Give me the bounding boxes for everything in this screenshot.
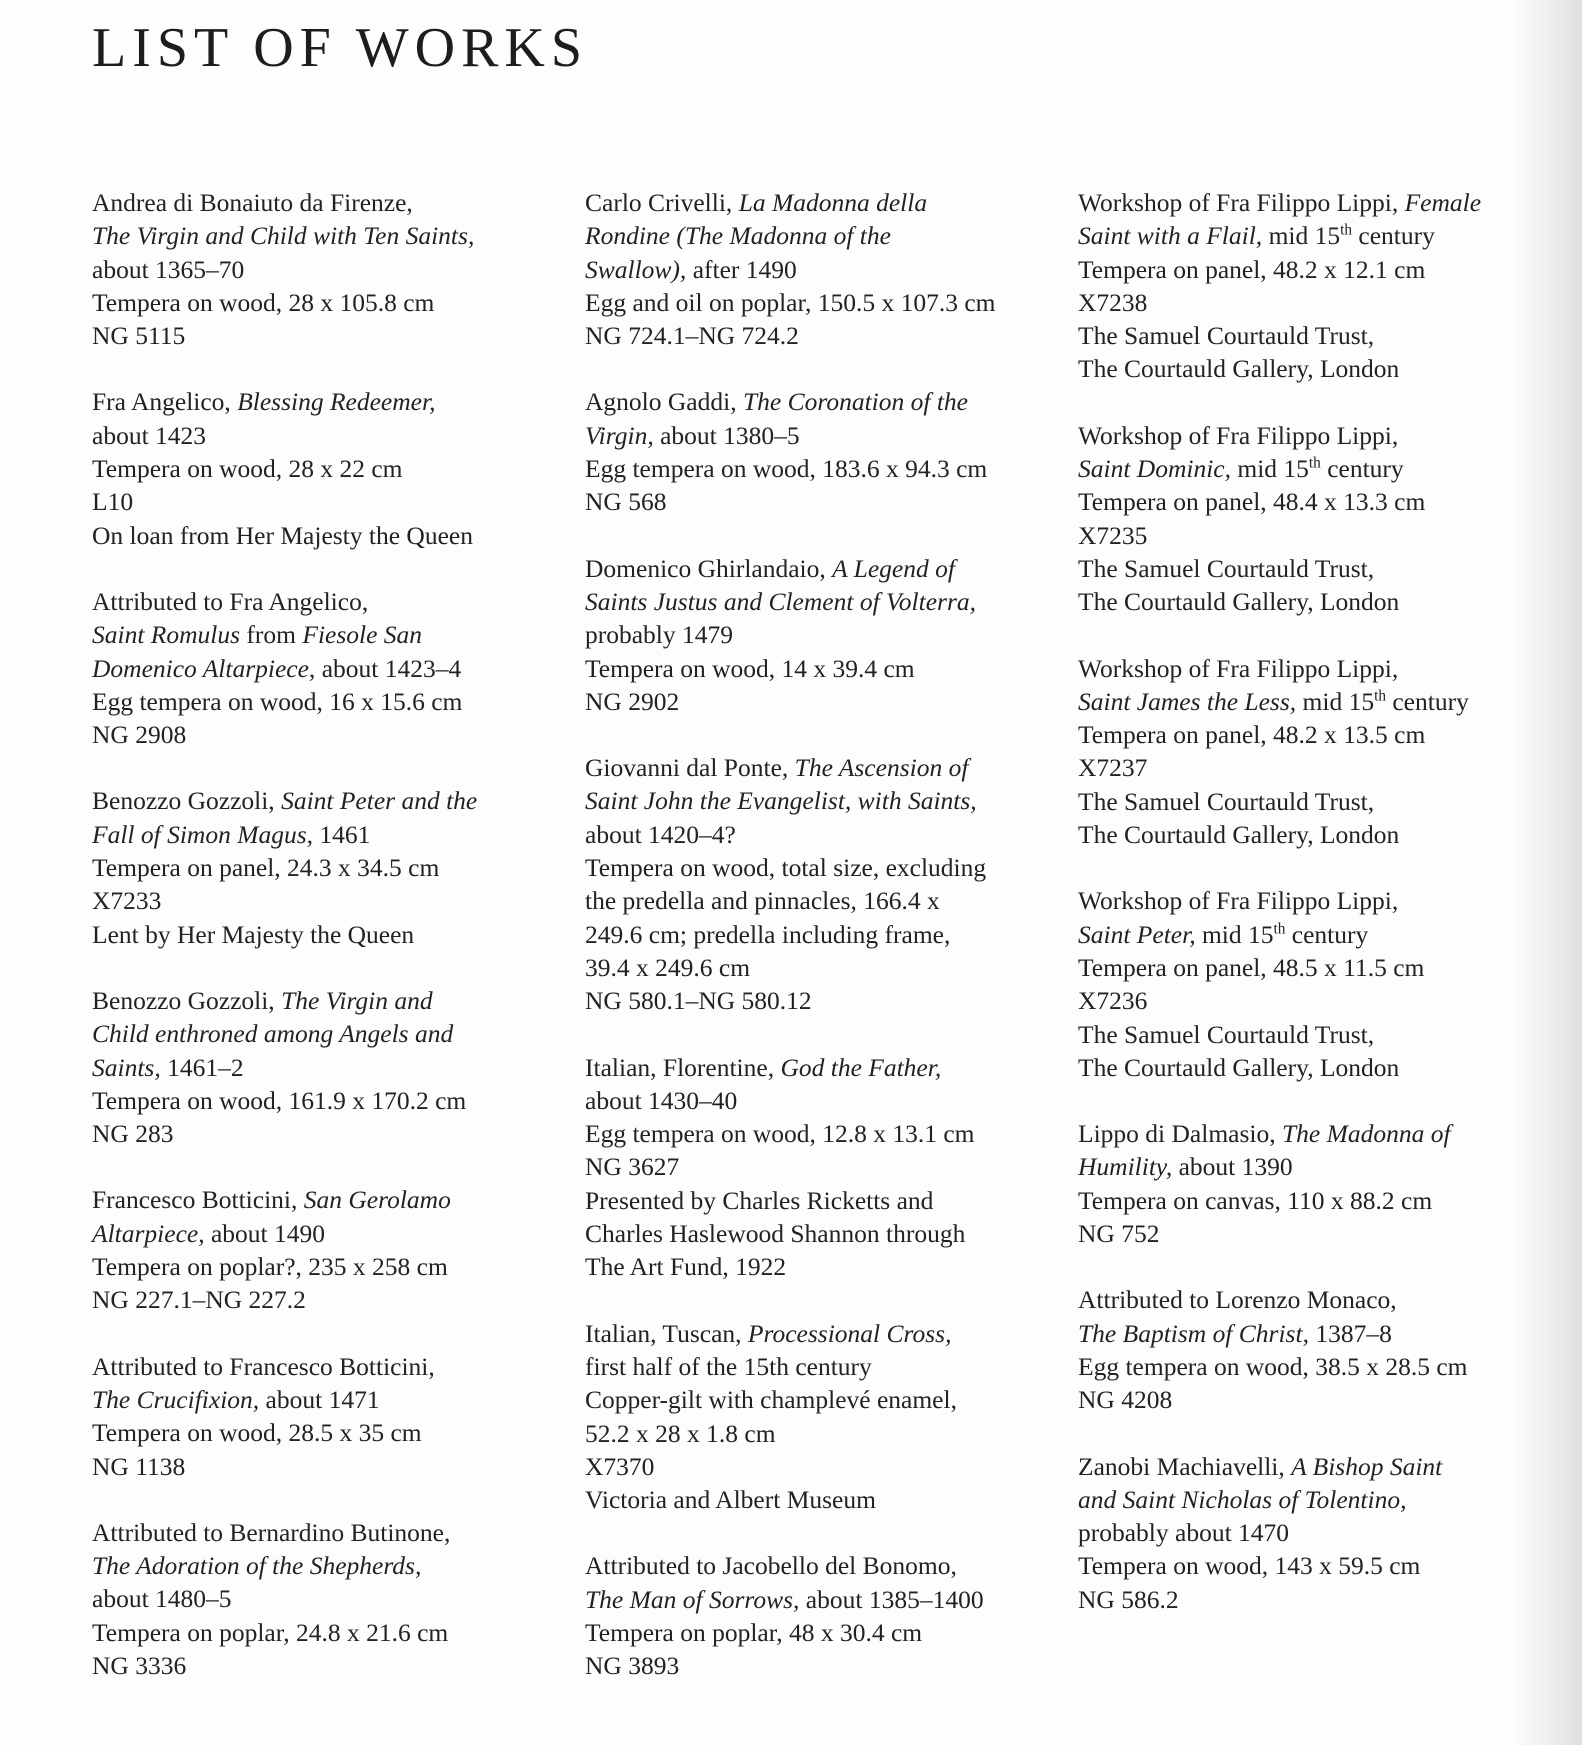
entry-text: Tempera on poplar?, 235 x 258 cm	[92, 1252, 448, 1282]
artwork-title-text: Swallow),	[585, 254, 687, 284]
entry-text: Tempera on panel, 48.2 x 12.1 cm	[1078, 254, 1426, 284]
entry-text: NG 2908	[92, 720, 187, 750]
entry-line	[1078, 751, 1518, 784]
catalogue-entry	[585, 1317, 1055, 1517]
entry-line	[585, 253, 1055, 286]
entry-line	[585, 385, 1055, 418]
entry-text: Zanobi Machiavelli,	[1078, 1451, 1292, 1481]
entry-line	[585, 319, 1055, 352]
page-title: LIST OF WORKS	[92, 17, 589, 79]
entry-text: The Samuel Courtauld Trust,	[1078, 321, 1375, 351]
entry-line	[92, 1616, 562, 1649]
entry-text: Attributed to Fra Angelico,	[92, 586, 369, 616]
catalogue-entry	[1078, 1117, 1518, 1250]
artwork-title-text: The Ascension of	[794, 753, 969, 783]
entry-text: Tempera on panel, 48.5 x 11.5 cm	[1078, 952, 1425, 982]
entry-line	[585, 1350, 1055, 1383]
entry-line	[1078, 1350, 1518, 1383]
entry-text: mid 15	[1231, 454, 1309, 484]
entry-line	[585, 918, 1055, 951]
artwork-title-text: and Saint Nicholas of Tolentino,	[1078, 1484, 1407, 1514]
entry-text: Giovanni dal Ponte,	[585, 753, 795, 783]
entry-text: Egg tempera on wood, 38.5 x 28.5 cm	[1078, 1351, 1468, 1381]
artwork-title-text: Fall of Simon Magus,	[92, 819, 313, 849]
artwork-title-text: Saints,	[92, 1052, 161, 1082]
column-3	[1078, 186, 1518, 1649]
entry-text: X7370	[585, 1451, 655, 1481]
entry-line	[585, 1616, 1055, 1649]
entry-line	[92, 1649, 562, 1682]
entry-text: mid 15	[1195, 919, 1274, 949]
entry-line	[585, 1649, 1055, 1682]
entry-text: Italian, Florentine,	[585, 1052, 781, 1082]
entry-line	[1078, 1217, 1518, 1250]
entry-text: 1387–8	[1308, 1318, 1392, 1348]
entry-line	[1078, 585, 1518, 618]
entry-line	[92, 1549, 562, 1582]
artwork-title-text: The Man of Sorrows,	[585, 1584, 800, 1614]
entry-line	[92, 685, 562, 718]
artwork-title-text: Saint with a Flail,	[1078, 221, 1263, 251]
entry-line	[1078, 219, 1518, 252]
artwork-title-text: Fiesole San	[302, 620, 423, 650]
artwork-title-text: Processional Cross,	[747, 1318, 952, 1348]
entry-line	[1078, 1283, 1518, 1316]
entry-line	[92, 851, 562, 884]
artwork-title-text: Blessing Redeemer,	[237, 387, 436, 417]
artwork-title-text: A Legend of	[832, 553, 955, 583]
entry-line	[92, 1283, 562, 1316]
entry-text: NG 4208	[1078, 1385, 1173, 1415]
artwork-title-text: Saint James the Less,	[1078, 686, 1297, 716]
entry-line	[1078, 1018, 1518, 1051]
catalogue-entry	[1078, 1450, 1518, 1616]
entry-line	[1078, 1317, 1518, 1350]
entry-text: NG 227.1–NG 227.2	[92, 1285, 306, 1315]
entry-text: Workshop of Fra Filippo Lippi,	[1078, 420, 1399, 450]
entry-text: X7238	[1078, 287, 1148, 317]
entry-text: Benozzo Gozzoli,	[92, 786, 282, 816]
entry-text: Egg tempera on wood, 183.6 x 94.3 cm	[585, 454, 988, 484]
artwork-title-text: Saint John the Evangelist, with Saints,	[585, 786, 977, 816]
ordinal-suffix: th	[1308, 454, 1321, 472]
entry-line	[1078, 884, 1518, 917]
artwork-title-text: A Bishop Saint	[1291, 1451, 1443, 1481]
column-2	[585, 186, 1055, 1716]
entry-text: Workshop of Fra Filippo Lippi,	[1078, 886, 1399, 916]
entry-line	[1078, 319, 1518, 352]
entry-text: century	[1320, 454, 1404, 484]
catalogue-entry	[585, 751, 1055, 1017]
catalogue-entry	[585, 1549, 1055, 1682]
entry-line	[92, 718, 562, 751]
catalogue-entry	[585, 1051, 1055, 1284]
catalogue-entry	[92, 1183, 562, 1316]
entry-text: Fra Angelico,	[92, 387, 238, 417]
entry-line	[92, 1416, 562, 1449]
entry-text: first half of the 15th century	[585, 1351, 872, 1381]
catalogue-entry	[92, 984, 562, 1150]
entry-text: from	[240, 620, 303, 650]
entry-text: NG 724.1–NG 724.2	[585, 321, 799, 351]
entry-text: Charles Haslewood Shannon through	[585, 1219, 966, 1249]
entry-line	[1078, 485, 1518, 518]
entry-text: Egg and oil on poplar, 150.5 x 107.3 cm	[585, 287, 996, 317]
entry-text: NG 752	[1078, 1219, 1160, 1249]
entry-line	[585, 1383, 1055, 1416]
artwork-title-text: The Madonna of	[1281, 1119, 1451, 1149]
entry-text: Carlo Crivelli,	[585, 188, 739, 217]
entry-text: On loan from Her Majesty the Queen	[92, 520, 473, 550]
entry-text: The Courtauld Gallery, London	[1078, 820, 1400, 850]
entry-line	[585, 1583, 1055, 1616]
entry-line	[92, 419, 562, 452]
catalogue-entry	[92, 1516, 562, 1682]
entry-line	[1078, 685, 1518, 718]
artwork-title-text: Female	[1404, 188, 1482, 217]
ordinal-suffix: th	[1273, 920, 1286, 938]
ordinal-suffix: th	[1340, 221, 1353, 239]
entry-line	[585, 784, 1055, 817]
entry-line	[1078, 552, 1518, 585]
entry-text: Agnolo Gaddi,	[585, 387, 743, 417]
entry-line	[585, 1184, 1055, 1217]
entry-line	[92, 385, 562, 418]
entry-line	[585, 219, 1055, 252]
entry-line	[92, 319, 562, 352]
entry-line	[92, 818, 562, 851]
entry-line	[1078, 1051, 1518, 1084]
entry-line	[585, 851, 1055, 884]
entry-line	[92, 984, 562, 1017]
entry-text: NG 568	[585, 487, 667, 517]
entry-line	[92, 519, 562, 552]
artwork-title-text: Domenico Altarpiece,	[92, 653, 316, 683]
entry-text: The Courtauld Gallery, London	[1078, 354, 1400, 384]
entry-line	[585, 618, 1055, 651]
entry-line	[1078, 419, 1518, 452]
entry-line	[92, 1051, 562, 1084]
entry-text: Tempera on canvas, 110 x 88.2 cm	[1078, 1185, 1433, 1215]
entry-line	[92, 884, 562, 917]
entry-text: about 1423–4	[315, 653, 462, 683]
entry-text: about 1380–5	[653, 420, 800, 450]
entry-text: Tempera on poplar, 48 x 30.4 cm	[585, 1617, 923, 1647]
entry-text: X7237	[1078, 753, 1148, 783]
entry-line	[585, 818, 1055, 851]
entry-line	[92, 784, 562, 817]
entry-text: century	[1285, 919, 1369, 949]
entry-line	[1078, 1184, 1518, 1217]
entry-text: Domenico Ghirlandaio,	[585, 553, 833, 583]
entry-text: Attributed to Jacobello del Bonomo,	[585, 1551, 957, 1581]
artwork-title-text: The Baptism of Christ,	[1078, 1318, 1309, 1348]
entry-line	[585, 485, 1055, 518]
artwork-title-text: Child enthroned among Angels and	[92, 1019, 454, 1049]
entry-line	[92, 186, 562, 219]
entry-text: Workshop of Fra Filippo Lippi,	[1078, 653, 1399, 683]
entry-line	[1078, 253, 1518, 286]
entry-line	[585, 1051, 1055, 1084]
entry-text: Tempera on wood, 28.5 x 35 cm	[92, 1418, 422, 1448]
entry-text: The Courtauld Gallery, London	[1078, 587, 1400, 617]
entry-text: after 1490	[686, 254, 797, 284]
catalogue-entry	[585, 552, 1055, 718]
entry-text: Egg tempera on wood, 16 x 15.6 cm	[92, 686, 463, 716]
artwork-title-text: Saint Peter and the	[281, 786, 478, 816]
entry-text: about 1480–5	[92, 1584, 232, 1614]
entry-text: about 1490	[204, 1218, 325, 1248]
entry-line	[1078, 186, 1518, 219]
catalogue-entry	[585, 186, 1055, 352]
entry-text: Tempera on panel, 24.3 x 34.5 cm	[92, 853, 440, 883]
entry-line	[1078, 352, 1518, 385]
catalogue-entry	[1078, 652, 1518, 852]
entry-text: 39.4 x 249.6 cm	[585, 952, 751, 982]
entry-text: about 1390	[1172, 1152, 1293, 1182]
entry-text: the predella and pinnacles, 166.4 x	[585, 886, 940, 916]
entry-line	[92, 652, 562, 685]
entry-text: Presented by Charles Ricketts and	[585, 1185, 934, 1215]
entry-line	[1078, 818, 1518, 851]
entry-text: about 1420–4?	[585, 819, 736, 849]
entry-text: about 1365–70	[92, 254, 245, 284]
entry-text: Tempera on poplar, 24.8 x 21.6 cm	[92, 1617, 449, 1647]
entry-text: NG 2902	[585, 686, 680, 716]
entry-line	[1078, 984, 1518, 1017]
entry-text: X7233	[92, 886, 162, 916]
entry-text: Benozzo Gozzoli,	[92, 985, 282, 1015]
artwork-title-text: The Virgin and Child with Ten Saints,	[92, 221, 475, 251]
entry-text: about 1430–40	[585, 1085, 738, 1115]
entry-text: Tempera on wood, 28 x 105.8 cm	[92, 287, 435, 317]
entry-line	[585, 1317, 1055, 1350]
entry-text: 52.2 x 28 x 1.8 cm	[585, 1418, 776, 1448]
artwork-title-text: Rondine (The Madonna of the	[585, 221, 891, 251]
catalogue-entry	[1078, 884, 1518, 1084]
entry-line	[1078, 1483, 1518, 1516]
entry-text: mid 15	[1262, 221, 1341, 251]
entry-line	[1078, 951, 1518, 984]
artwork-title-text: The Coronation of the	[742, 387, 968, 417]
entry-line	[585, 1549, 1055, 1582]
entry-line	[92, 219, 562, 252]
entry-text: NG 3627	[585, 1152, 680, 1182]
entry-text: Attributed to Lorenzo Monaco,	[1078, 1285, 1397, 1315]
entry-line	[92, 452, 562, 485]
entry-text: NG 3893	[585, 1651, 680, 1681]
entry-text: Attributed to Bernardino Butinone,	[92, 1517, 451, 1547]
catalogue-entry	[1078, 186, 1518, 386]
artwork-title-text: Virgin,	[585, 420, 654, 450]
entry-line	[1078, 785, 1518, 818]
entry-text: probably about 1470	[1078, 1518, 1290, 1548]
entry-line	[92, 1383, 562, 1416]
entry-text: Tempera on wood, 28 x 22 cm	[92, 454, 403, 484]
entry-text: NG 586.2	[1078, 1584, 1179, 1614]
entry-line	[1078, 519, 1518, 552]
entry-line	[92, 286, 562, 319]
entry-line	[1078, 286, 1518, 319]
page-edge-shadow	[1512, 0, 1582, 1745]
entry-text: Attributed to Francesco Botticini,	[92, 1351, 435, 1381]
entry-line	[1078, 452, 1518, 485]
entry-text: Egg tempera on wood, 12.8 x 13.1 cm	[585, 1119, 975, 1149]
entry-text: NG 283	[92, 1119, 174, 1149]
entry-line	[585, 1117, 1055, 1150]
entry-line	[585, 585, 1055, 618]
entry-text: Tempera on wood, 143 x 59.5 cm	[1078, 1551, 1421, 1581]
entry-line	[585, 1417, 1055, 1450]
entry-text: mid 15	[1296, 686, 1375, 716]
entry-line	[92, 585, 562, 618]
entry-line	[92, 1183, 562, 1216]
entry-text: Victoria and Albert Museum	[585, 1485, 876, 1515]
entry-line	[585, 685, 1055, 718]
entry-text: Andrea di Bonaiuto da Firenze,	[92, 188, 413, 217]
entry-text: Tempera on wood, 161.9 x 170.2 cm	[92, 1085, 467, 1115]
entry-text: Tempera on panel, 48.2 x 13.5 cm	[1078, 720, 1426, 750]
entry-text: NG 3336	[92, 1650, 187, 1680]
entry-line	[92, 1516, 562, 1549]
entry-text: 1461	[313, 819, 371, 849]
catalogue-entry	[92, 784, 562, 950]
entry-line	[585, 751, 1055, 784]
catalogue-entry	[92, 186, 562, 352]
entry-line	[92, 1117, 562, 1150]
entry-text: about 1385–1400	[799, 1584, 984, 1614]
entry-line	[92, 1084, 562, 1117]
entry-line	[585, 452, 1055, 485]
entry-text: century	[1352, 221, 1435, 251]
entry-line	[92, 1582, 562, 1615]
entry-line	[585, 1084, 1055, 1117]
artwork-title-text: The Adoration of the Shepherds,	[92, 1551, 422, 1581]
entry-text: The Courtauld Gallery, London	[1078, 1052, 1400, 1082]
entry-line	[585, 186, 1055, 219]
entry-line	[1078, 1549, 1518, 1582]
artwork-title-text: Altarpiece,	[92, 1218, 205, 1248]
entry-line	[1078, 652, 1518, 685]
entry-line	[1078, 718, 1518, 751]
entry-text: L10	[92, 487, 134, 517]
entry-line	[585, 286, 1055, 319]
entry-line	[92, 1217, 562, 1250]
column-1	[92, 186, 562, 1715]
entry-text: The Art Fund, 1922	[585, 1252, 787, 1282]
entry-text: Tempera on wood, total size, excluding	[585, 853, 987, 883]
entry-text: about 1423	[92, 420, 207, 450]
entry-text: about 1471	[259, 1384, 380, 1414]
artwork-title-text: Humility,	[1078, 1152, 1173, 1182]
entry-line	[1078, 1117, 1518, 1150]
artwork-title-text: Saints Justus and Clement of Volterra,	[585, 586, 976, 616]
catalogue-entry	[92, 385, 562, 551]
entry-text: NG 5115	[92, 321, 186, 351]
entry-line	[92, 253, 562, 286]
entry-text: 249.6 cm; predella including frame,	[585, 919, 951, 949]
entry-text: The Samuel Courtauld Trust,	[1078, 786, 1375, 816]
entry-line	[1078, 918, 1518, 951]
entry-line	[585, 984, 1055, 1017]
entry-line	[92, 918, 562, 951]
entry-text: The Samuel Courtauld Trust,	[1078, 553, 1375, 583]
entry-line	[92, 1017, 562, 1050]
entry-line	[585, 1250, 1055, 1283]
artwork-title-text: Saint Dominic,	[1078, 454, 1231, 484]
entry-line	[585, 1150, 1055, 1183]
catalogue-entry	[585, 385, 1055, 518]
entry-text: Workshop of Fra Filippo Lippi,	[1078, 188, 1405, 217]
entry-line	[92, 1350, 562, 1383]
entry-line	[1078, 1450, 1518, 1483]
entry-text: Francesco Botticini,	[92, 1185, 304, 1215]
entry-line	[585, 552, 1055, 585]
catalogue-entry	[1078, 419, 1518, 619]
entry-line	[585, 1217, 1055, 1250]
entry-text: Lippo di Dalmasio,	[1078, 1119, 1282, 1149]
entry-text: Copper-gilt with champlevé enamel,	[585, 1385, 957, 1415]
entry-text: The Samuel Courtauld Trust,	[1078, 1019, 1375, 1049]
entry-line	[585, 1450, 1055, 1483]
artwork-title-text: God the Father,	[780, 1052, 942, 1082]
entry-line	[585, 419, 1055, 452]
artwork-title-text: San Gerolamo	[303, 1185, 451, 1215]
entry-line	[585, 1483, 1055, 1516]
entry-text: Lent by Her Majesty the Queen	[92, 919, 415, 949]
catalogue-entry	[1078, 1283, 1518, 1416]
artwork-title-text: The Crucifixion,	[92, 1384, 260, 1414]
artwork-title-text: Saint Romulus	[92, 620, 241, 650]
entry-line	[1078, 1383, 1518, 1416]
entry-text: Tempera on panel, 48.4 x 13.3 cm	[1078, 487, 1426, 517]
entry-text: Italian, Tuscan,	[585, 1318, 748, 1348]
entry-text: NG 1138	[92, 1451, 186, 1481]
entry-text: X7235	[1078, 520, 1148, 550]
entry-line	[92, 1450, 562, 1483]
entry-line	[92, 618, 562, 651]
ordinal-suffix: th	[1374, 687, 1386, 705]
entry-line	[1078, 1583, 1518, 1616]
entry-text: 1461–2	[160, 1052, 244, 1082]
artwork-title-text: La Madonna della	[738, 188, 928, 217]
entry-text: Tempera on wood, 14 x 39.4 cm	[585, 653, 915, 683]
artwork-title-text: The Virgin and	[281, 985, 433, 1015]
entry-line	[1078, 1150, 1518, 1183]
entry-text: century	[1385, 686, 1469, 716]
entry-text: NG 580.1–NG 580.12	[585, 986, 812, 1016]
entry-text: X7236	[1078, 986, 1148, 1016]
entry-line	[1078, 1516, 1518, 1549]
catalogue-entry	[92, 585, 562, 751]
entry-line	[585, 951, 1055, 984]
artwork-title-text: Saint Peter,	[1078, 919, 1196, 949]
entry-line	[585, 884, 1055, 917]
catalogue-entry	[92, 1350, 562, 1483]
entry-line	[92, 485, 562, 518]
entry-line	[92, 1250, 562, 1283]
entry-line	[585, 652, 1055, 685]
entry-text: probably 1479	[585, 620, 734, 650]
